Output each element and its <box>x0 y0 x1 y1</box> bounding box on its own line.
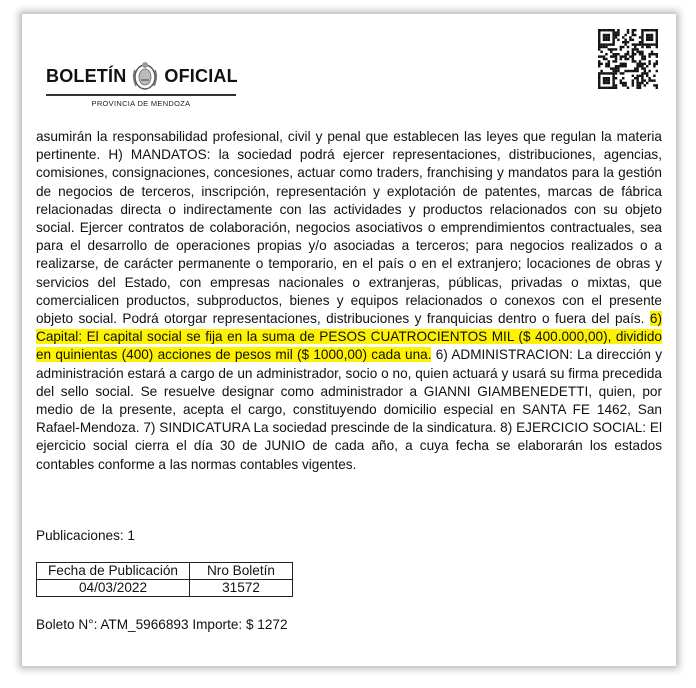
table-row <box>37 580 293 597</box>
highlighted-capital-clause: 6) Capital: El capital social se fija en la suma de PESOS CUATROCIENTOS MIL ($ 400.000,00), dividido en quinientas (400) acciones de pesos mil ($ 1000,00) cada una. <box>36 311 662 363</box>
qr-code-icon <box>598 29 658 89</box>
logo-word-boletin: BOLETÍN <box>46 65 127 86</box>
cell-nro: 31572 <box>190 580 293 597</box>
table-header-row <box>37 563 293 580</box>
article-body <box>36 128 662 474</box>
header-nro: Nro Boletín <box>190 563 293 580</box>
logo-subtitle: PROVINCIA DE MENDOZA <box>91 98 191 108</box>
publicaciones-count: Publicaciones: 1 <box>36 528 135 543</box>
cell-fecha: 04/03/2022 <box>37 580 190 597</box>
header-fecha: Fecha de Publicación <box>37 563 190 580</box>
document-header <box>22 14 676 134</box>
logo-row <box>46 60 242 92</box>
body-text-after: 6) ADMINISTRACION: La dirección y administración estará a cargo de un administrador, socio o no, quien actuará y usará su firma precedida del sello social. Se resuelve designar como administrador a GIANNI GIAMBENEDETTI, quien, por medio de la presente, acepta el cargo, constituyendo domicilio especial en SANTA FE 1462, San Rafael-Mendoza. 7) SINDICATURA La sociedad prescinde de la sindicatura. 8) EJERCICIO SOCIAL: El ejercicio social cierra el día 30 de JUNIO de cada año, a cuya fecha se elaborarán los estados contables conforme a las normas contables vigentes. <box>36 347 662 472</box>
body-text-before: asumirán la responsabilidad profesional, civil y penal que establecen las leyes que regulan la materia pertinente. H) MANDATOS: la sociedad podrá ejercer representaciones, distribuciones, agencias, comisiones, consignaciones, concesiones, actuar como traders, franchising y mandatos para la gestión de negocios de terceros, inscripción, representación y explotación de patentes, marcas de fábrica relacionadas directa o indirectamente con las actividades y productos relacionados con su objeto social. Ejercer contratos de colaboración, negocios asociativos o emprendimientos contractuales, sea para el desarrollo de operaciones propias y/o asociadas a terceros; para negocios realizados o a realizarse, de carácter permanente o temporario, en el país o en el extranjero; locaciones de obras y servicios del Estado, con empresas nacionales o extranjeras, públicas, privadas o mixtas, que comercialicen productos, subproductos, bienes y equipos relacionados o conexos con el presente objeto social. Podrá otorgar representaciones, distribuciones y franquicias dentro o fuera del país. <box>36 129 662 327</box>
mendoza-seal-icon <box>131 60 159 92</box>
logo-divider <box>46 94 236 96</box>
document-page <box>22 14 676 666</box>
logo-word-oficial: OFICIAL <box>164 65 238 86</box>
boleto-info: Boleto N°: ATM_5966893 Importe: $ 1272 <box>36 617 288 632</box>
publication-table <box>36 562 293 597</box>
boletin-oficial-logo <box>46 60 242 112</box>
